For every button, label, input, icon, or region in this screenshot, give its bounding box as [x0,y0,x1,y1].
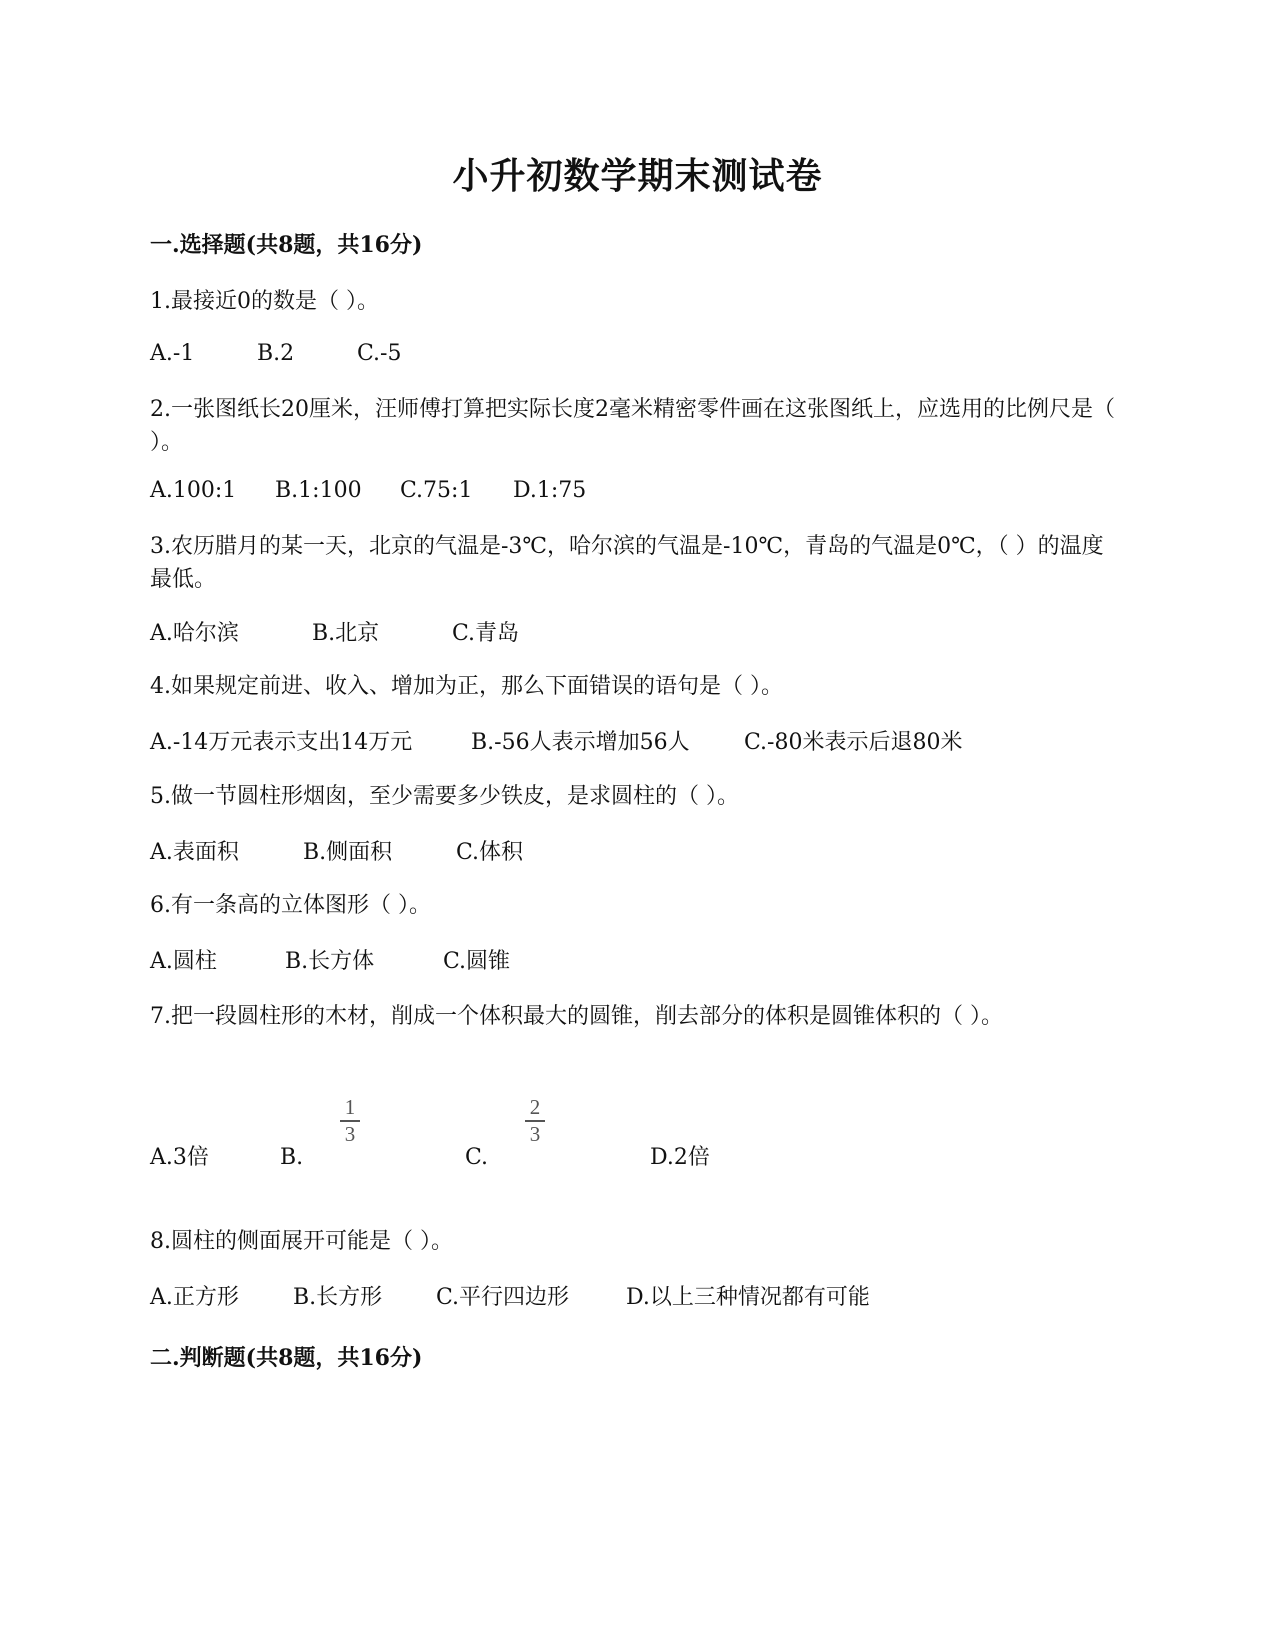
question-6-options [150,944,510,975]
option: B.侧面积 [303,840,393,865]
option: B.-56人表示增加56人 [471,730,690,755]
option: C.-80米表示后退80米 [744,730,963,755]
fraction-one-third [340,1096,360,1146]
option: A.表面积 [150,840,239,865]
fraction-two-thirds [525,1096,545,1146]
question-4-options [150,725,962,756]
page-title: 小升初数学期末测试卷 [452,155,823,197]
option: A.圆柱 [150,949,217,974]
option: D.以上三种情况都有可能 [626,1285,870,1310]
option: C.-5 [357,341,402,366]
question-2: 2.一张图纸长20厘米，汪师傅打算把实际长度2毫米精密零件画在这张图纸上，应选用的比例尺是（ ）。 [150,397,1115,455]
question-2-options [150,478,586,503]
question-1: 1.最接近0的数是（ ）。 [150,289,379,314]
option: C.75:1 [400,478,473,503]
option: C. [465,1145,489,1170]
option: C.平行四边形 [436,1285,570,1310]
option: A.3倍 [150,1145,209,1170]
fraction-denominator: 3 [529,1121,541,1146]
question-8-options [150,1280,870,1311]
option: B.北京 [312,621,380,646]
option: A.哈尔滨 [150,621,239,646]
option: D.2倍 [650,1145,710,1170]
option: C.青岛 [452,621,520,646]
option: B.2 [257,341,295,366]
question-4: 4.如果规定前进、收入、增加为正，那么下面错误的语句是（ ）。 [150,674,783,699]
option: B.长方形 [293,1285,383,1310]
question-5: 5.做一节圆柱形烟囱，至少需要多少铁皮，是求圆柱的（ ）。 [150,784,739,809]
fraction-numerator: 1 [344,1095,356,1119]
option: B.1:100 [275,478,362,503]
question-7: 7.把一段圆柱形的木材，削成一个体积最大的圆锥，削去部分的体积是圆锥体积的（ ）。 [150,1004,1003,1029]
option: B.长方体 [285,949,375,974]
question-7-options [150,1140,710,1171]
section-heading-choice: 一.选择题(共8题，共16分) [150,232,423,258]
option: C.圆锥 [443,949,511,974]
option: C.体积 [456,840,524,865]
question-3-options [150,616,519,647]
option: D.1:75 [513,478,587,503]
option: A.100:1 [150,478,237,503]
section-heading-true-false: 二.判断题(共8题，共16分) [150,1345,423,1371]
question-5-options [150,835,523,866]
fraction-denominator: 3 [344,1121,356,1146]
question-3: 3.农历腊月的某一天，北京的气温是-3℃，哈尔滨的气温是-10℃，青岛的气温是0℃，（ ）的温度最低。 [150,534,1104,592]
option: A.-1 [150,341,195,366]
fraction-numerator: 2 [529,1095,541,1119]
option: A.-14万元表示支出14万元 [150,730,413,755]
question-6: 6.有一条高的立体图形（ ）。 [150,893,431,918]
option: A.正方形 [150,1285,239,1310]
question-1-options [150,341,401,366]
question-8: 8.圆柱的侧面展开可能是（ ）。 [150,1229,453,1254]
option: B. [280,1145,304,1170]
